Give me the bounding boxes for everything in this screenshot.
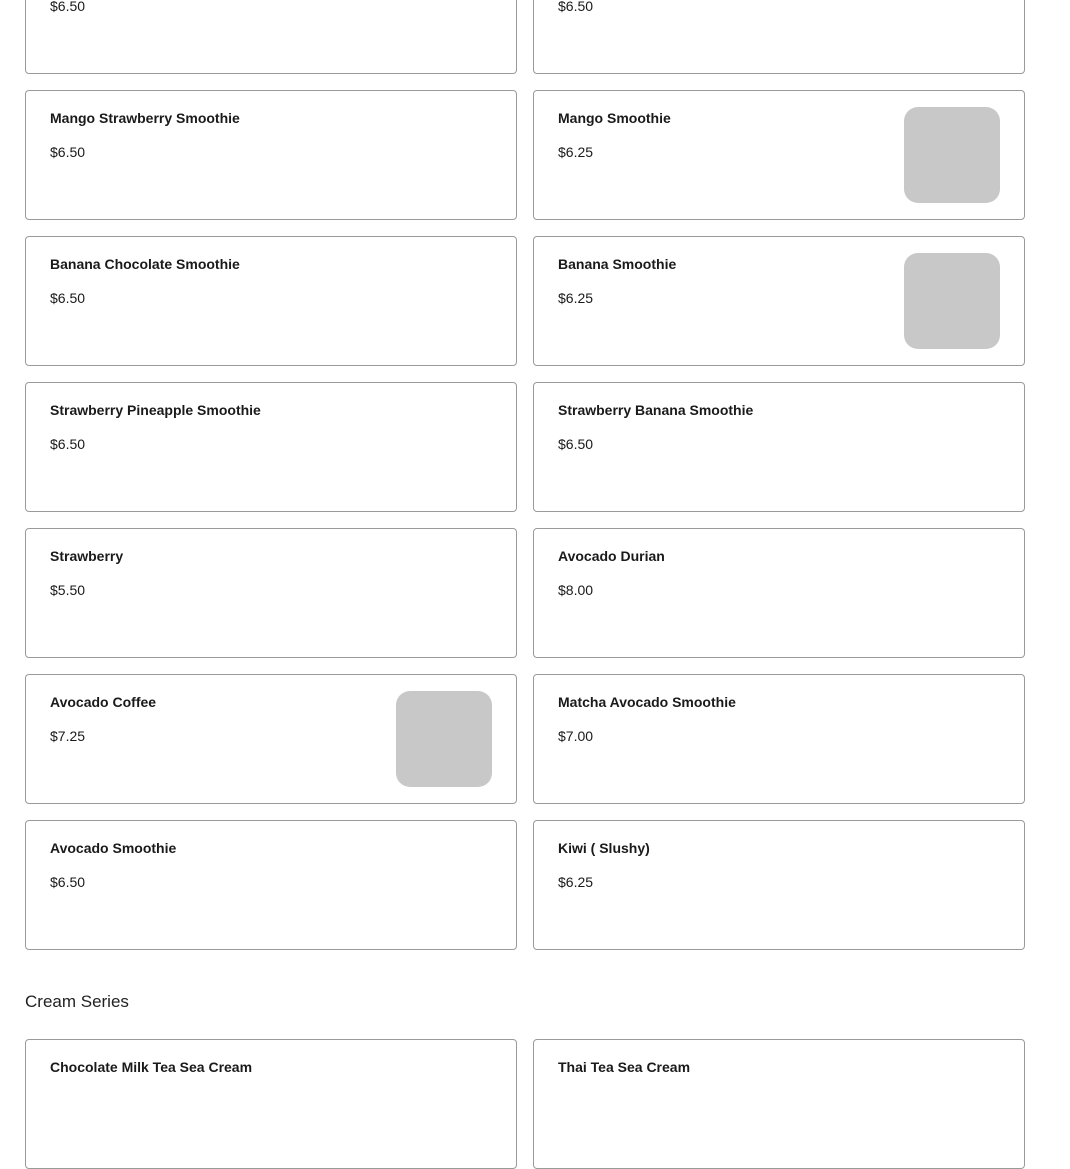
menu-item-card[interactable] — [533, 820, 1025, 950]
smoothie-grid — [25, 0, 1025, 950]
menu-item-name: Strawberry Banana Smoothie — [558, 402, 754, 418]
menu-item-card[interactable] — [25, 820, 517, 950]
menu-item-card[interactable] — [25, 382, 517, 512]
menu-item-name: Mango Smoothie — [558, 110, 671, 126]
menu-item-price: $6.50 — [50, 290, 86, 306]
section-title-cream-series: Cream Series — [25, 992, 129, 1011]
menu-item-name: Kiwi ( Slushy) — [558, 840, 650, 856]
menu-item-name: Matcha Avocado Smoothie — [558, 694, 736, 710]
menu-item-price: $6.50 — [50, 436, 86, 452]
menu-item-card[interactable] — [533, 90, 1025, 220]
menu-item-image-placeholder — [904, 107, 1000, 203]
menu-item-price: $6.50 — [50, 874, 86, 890]
menu-item-image-placeholder — [904, 253, 1000, 349]
menu-item-price: $6.25 — [558, 290, 594, 306]
menu-item-price: $8.00 — [558, 582, 594, 598]
menu-item-name: Strawberry — [50, 548, 124, 564]
menu-item-price: $6.50 — [558, 0, 594, 14]
cream-grid — [25, 1039, 1025, 1169]
menu-item-price: $7.25 — [50, 728, 86, 744]
menu-item-price: $6.25 — [558, 144, 594, 160]
menu-item-card[interactable] — [533, 1039, 1025, 1169]
menu-item-card[interactable] — [533, 0, 1025, 74]
menu-item-name: Avocado Durian — [558, 548, 665, 564]
menu-item-card[interactable] — [25, 236, 517, 366]
menu-item-image-placeholder — [396, 691, 492, 787]
menu-item-price: $6.25 — [558, 874, 594, 890]
menu-item-name: Avocado Smoothie — [50, 840, 177, 856]
menu-item-price: $6.50 — [50, 144, 86, 160]
menu-item-card[interactable] — [25, 0, 517, 74]
menu-item-name: Banana Smoothie — [558, 256, 677, 272]
menu-item-price: $6.50 — [50, 0, 86, 14]
menu-item-card[interactable] — [25, 1039, 517, 1169]
menu-item-price: $5.50 — [50, 582, 86, 598]
menu-item-name: Chocolate Milk Tea Sea Cream — [50, 1059, 253, 1075]
menu-item-name: Thai Tea Sea Cream — [558, 1059, 691, 1075]
menu-item-name: Banana Chocolate Smoothie — [50, 256, 240, 272]
menu-item-name: Avocado Coffee — [50, 694, 157, 710]
menu-item-card[interactable] — [533, 528, 1025, 658]
menu-item-price: $7.00 — [558, 728, 594, 744]
menu-item-name: Strawberry Pineapple Smoothie — [50, 402, 261, 418]
menu-item-card[interactable] — [25, 674, 517, 804]
menu-item-card[interactable] — [533, 674, 1025, 804]
menu-item-name: Mango Strawberry Smoothie — [50, 110, 240, 126]
menu-content — [25, 0, 1025, 1169]
menu-item-card[interactable] — [533, 382, 1025, 512]
menu-item-price: $6.50 — [558, 436, 594, 452]
menu-item-card[interactable] — [25, 90, 517, 220]
menu-item-card[interactable] — [25, 528, 517, 658]
menu-item-card[interactable] — [533, 236, 1025, 366]
